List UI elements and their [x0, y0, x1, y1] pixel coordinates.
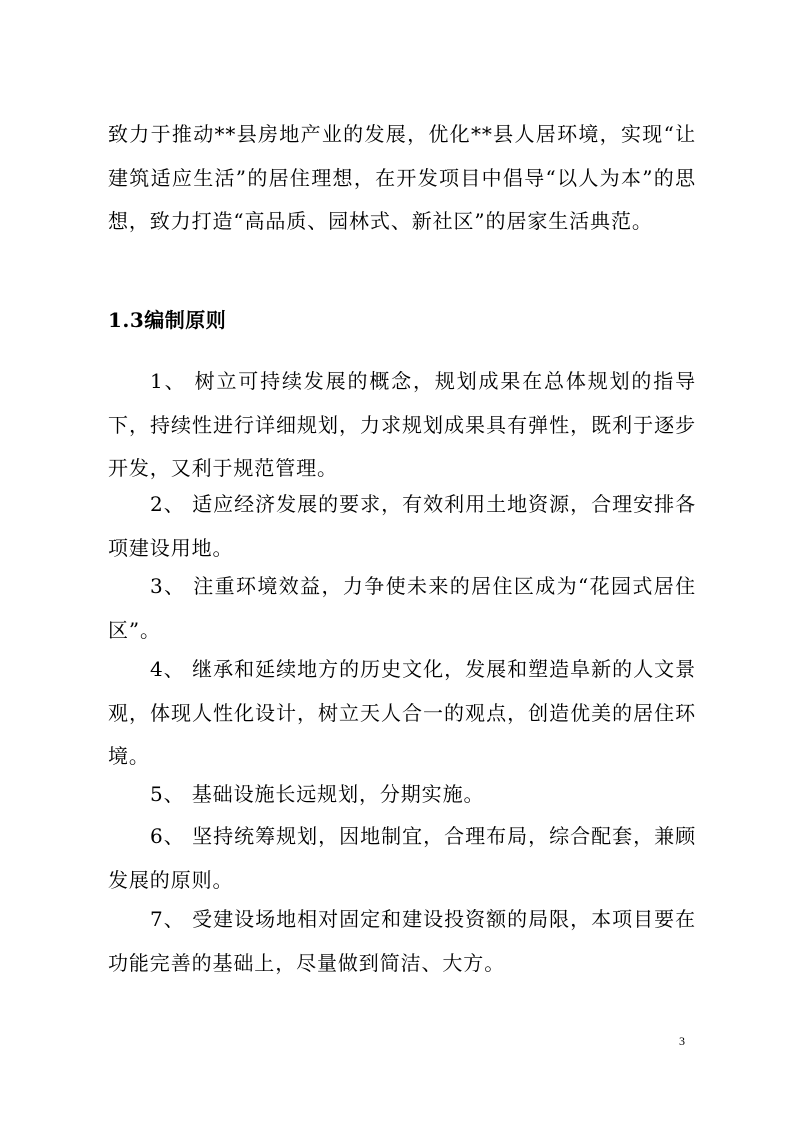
principle-2: 2、 适应经济发展的要求，有效利用土地资源，合理安排各项建设用地。	[108, 492, 696, 560]
principle-6: 6、 坚持统筹规划，因地制宜，合理布局，综合配套，兼顾发展的原则。	[108, 824, 696, 892]
principle-7: 7、 受建设场地相对固定和建设投资额的局限，本项目要在功能完善的基础上，尽量做到简洁、大方。	[108, 907, 696, 975]
principle-5: 5、 基础设施长远规划，分期实施。	[150, 782, 485, 806]
principle-4: 4、 继承和延续地方的历史文化，发展和塑造阜新的人文景观，体现人性化设计，树立天人合一的观点，创造优美的居住环境。	[108, 657, 696, 768]
intro-paragraph: 致力于推动**县房地产业的发展，优化**县人居环境，实现“让建筑适应生活”的居住理想，在开发项目中倡导“以人为本”的思想，致力打造“高品质、园林式、新社区”的居家生活典范。	[108, 122, 696, 233]
page-number: 3	[679, 1034, 685, 1048]
section-heading: 1.3编制原则	[108, 308, 227, 332]
principle-3: 3、 注重环境效益，力争使未来的居住区成为“花园式居住区”。	[108, 574, 696, 642]
principle-1: 1、 树立可持续发展的概念，规划成果在总体规划的指导下，持续性进行详细规划，力求规划成果具有弹性，既利于逐步开发，又利于规范管理。	[108, 369, 696, 480]
